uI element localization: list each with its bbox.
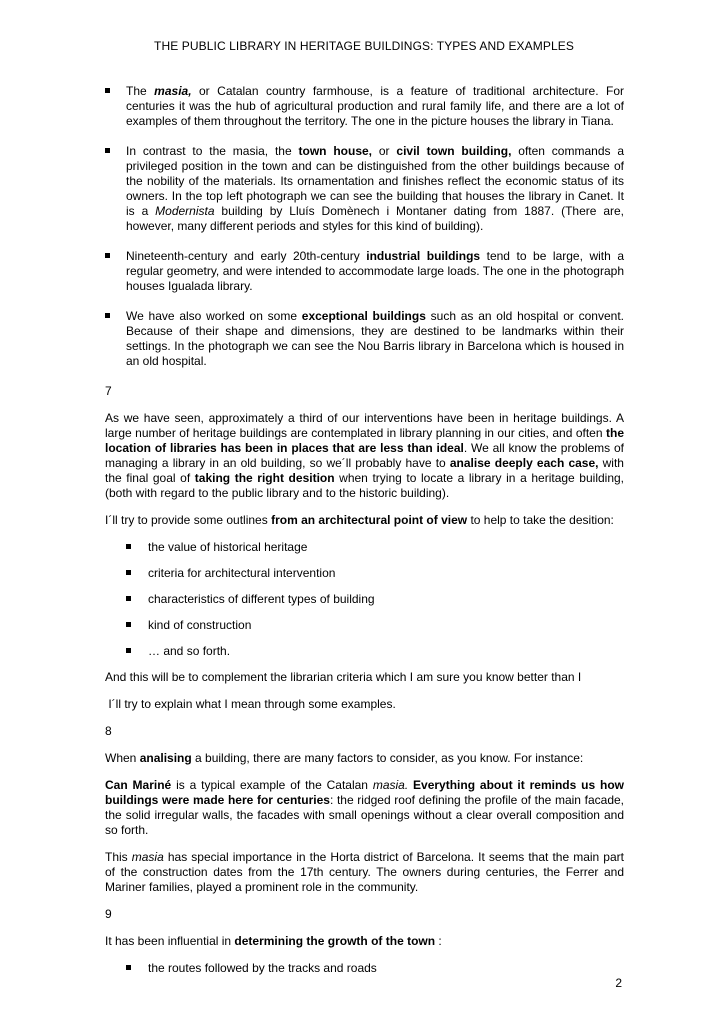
bullet-item: Nineteenth-century and early 20th-century industrial buildings tend to be large, with a regular geometry, and were intended to accommodate large loads. The one in the photograph houses Igualada library.: [105, 249, 624, 294]
paragraph: This masia has special importance in the Horta district of Barcelona. It seems that the main part of the construction dates from the 17th century. The owners during centuries, the Ferrer and Mariner families, played a prominent role in the community.: [105, 850, 624, 894]
bullet-list-outlines: [105, 540, 624, 659]
paragraph: When analising a building, there are many factors to consider, as you know. For instance:: [105, 751, 584, 765]
emphasis-text: civil town building,: [396, 144, 512, 158]
bullet-item: [105, 618, 624, 633]
bullet-text: criteria for architectural intervention: [148, 566, 336, 580]
emphasis-text: from an architectural point of view: [271, 513, 468, 527]
emphasis-text: the location of libraries has been in places that are less than ideal: [105, 426, 624, 455]
emphasis-text: masia.: [372, 778, 409, 792]
slide-number: 7: [105, 384, 112, 398]
emphasis-text: masia: [131, 850, 164, 864]
bullet-item: [105, 540, 624, 555]
square-bullet-icon: [126, 965, 131, 970]
body-content: [105, 84, 624, 987]
bullet-text: the value of historical heritage: [148, 540, 308, 554]
paragraph: It has been influential in determining the growth of the town :: [105, 934, 442, 948]
bullet-item: [105, 566, 624, 581]
paragraph: I´ll try to provide some outlines from an architectural point of view to help to take the desition:: [105, 513, 614, 527]
emphasis-text: exceptional buildings: [301, 309, 426, 323]
paragraph: As we have seen, approximately a third of our interventions have been in heritage buildings. A large number of heritage buildings are contemplated in library planning in our cities, and often the location of libraries has been in places that are less than ideal. We all know the problems of managing a library in an old building, so we´ll probably have to analise deeply each case, with the final goal of taking the right desition when trying to locate a library in a heritage building, (both with regard to the public library and to the historic building).: [105, 411, 625, 500]
bullet-item: We have also worked on some exceptional buildings such as an old hospital or convent. Because of their shape and dimensions, they are destined to be landmarks within their settings. In the photograph we can see the Nou Barris library in Barcelona which is housed in an old hospital.: [105, 309, 624, 369]
emphasis-text: Everything about it reminds us how buildings were made here for centuries: [105, 778, 624, 807]
page-number: 2: [615, 976, 622, 990]
bullet-text: characteristics of different types of building: [148, 592, 375, 606]
bullet-item: [105, 644, 624, 659]
emphasis-text: Can Mariné: [105, 778, 172, 792]
paragraph: Can Mariné is a typical example of the Catalan masia. Everything about it reminds us how buildings were made here for centuries: the ridged roof defining the profile of the main facade, the solid irregular walls, the facades with small openings without a clear overall composition and so forth.: [105, 778, 624, 837]
paragraph: I´ll try to explain what I mean through some examples.: [105, 697, 396, 711]
emphasis-text: town house,: [298, 144, 373, 158]
emphasis-text: taking the right desition: [194, 471, 335, 485]
square-bullet-icon: [105, 253, 110, 258]
bullet-text: kind of construction: [148, 618, 252, 632]
slide-number: 8: [105, 724, 112, 738]
page-header: THE PUBLIC LIBRARY IN HERITAGE BUILDINGS: TYPES AND EXAMPLES: [154, 39, 574, 53]
bullet-list-influence: [105, 961, 624, 976]
square-bullet-icon: [126, 622, 131, 627]
square-bullet-icon: [105, 148, 110, 153]
bullet-item: The masia, or Catalan country farmhouse, is a feature of traditional architecture. For centuries it was the hub of agricultural production and rural family life, and there are a lot of examples of them throughout the territory. The one in the picture houses the library in Tiana.: [105, 84, 624, 129]
bullet-text: … and so forth.: [148, 644, 231, 658]
square-bullet-icon: [105, 88, 110, 93]
square-bullet-icon: [126, 570, 131, 575]
slide-number: 9: [105, 907, 112, 921]
square-bullet-icon: [126, 648, 131, 653]
bullet-text: the routes followed by the tracks and roads: [148, 961, 377, 975]
bullet-item: [105, 961, 624, 976]
square-bullet-icon: [105, 313, 110, 318]
bullet-list-building-types: [105, 84, 624, 369]
bullet-item: In contrast to the masia, the town house, or civil town building, often commands a privileged position in the town and can be distinguished from the other buildings because of the nobility of the materials. Its ornamentation and finishes reflect the economic status of its owners. In the top left photograph we can see the building that houses the library in Canet. It is a Modernista building by Lluís Domènech i Montaner dating from 1887. (There are, however, many different periods and styles for this kind of building).: [105, 144, 624, 234]
emphasis-text: masia,: [154, 84, 192, 98]
emphasis-text: Modernista: [155, 204, 215, 218]
square-bullet-icon: [126, 596, 131, 601]
bullet-item: [105, 592, 624, 607]
square-bullet-icon: [126, 544, 131, 549]
emphasis-text: determining the growth of the town: [234, 934, 436, 948]
emphasis-text: analise deeply each case,: [449, 456, 599, 470]
paragraph: And this will be to complement the librarian criteria which I am sure you know better than I: [105, 670, 582, 684]
emphasis-text: industrial buildings: [366, 249, 481, 263]
emphasis-text: analising: [139, 751, 192, 765]
